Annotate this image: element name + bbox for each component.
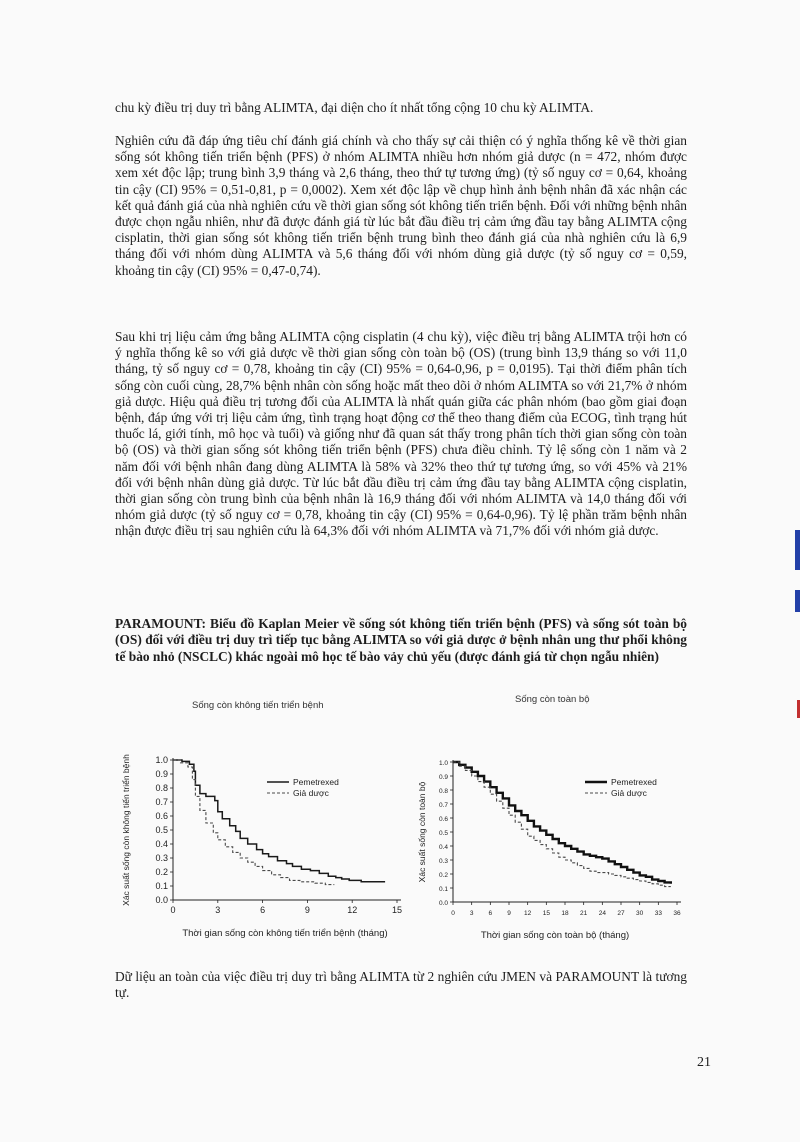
x-tick-label: 12 — [347, 905, 358, 915]
y-tick-label: 0.3 — [438, 858, 448, 865]
x-tick-label: 24 — [598, 910, 606, 917]
figure-caption-heading: PARAMOUNT: Biểu đồ Kaplan Meier về sống sót không tiến triển bệnh (PFS) và sống sót toàn bộ (OS) đối với điều trị duy trì tiếp tục bằng ALIMTA so với giả dược ở bệnh nhân ung thư phổi không tế bào nhỏ (NSCLC) khác ngoài mô học tế bào vảy chủ yếu (được đánh giá từ chọn ngẫu nhiên) — [115, 616, 687, 664]
y-tick-label: 0.4 — [438, 844, 448, 851]
y-tick-label: 0.4 — [155, 839, 168, 849]
y-tick-label: 1.0 — [438, 760, 448, 767]
y-axis-label: Xác suất sống còn không tiến triển bệnh — [121, 754, 131, 906]
y-tick-label: 0.2 — [438, 872, 448, 879]
legend-label: Giả dược — [293, 788, 329, 798]
paragraph-pfs: Nghiên cứu đã đáp ứng tiêu chí đánh giá chính và cho thấy sự cải thiện có ý nghĩa thống kê về thời gian sống sót không tiến triển bệnh (PFS) ở nhóm ALIMTA nhiều hơn nhóm giả dược (n = 472, nhóm được xem xét độc lập; trung bình 3,9 tháng và 2,6 tháng, theo thứ tự tương ứng) (tỷ số nguy cơ = 0,64, khoảng tin cậy (CI) 95% = 0,51-0,81, p = 0,0002). Xem xét độc lập về chụp hình ảnh bệnh nhân đã xác nhận các kết quả đánh giá của nhà nghiên cứu về thời gian sống sót không tiến triển bệnh. Đối với những bệnh nhân được chọn ngẫu nhiên, như đã được đánh giá từ lúc bắt đầu điều trị cảm ứng đầu tay bằng ALIMTA cộng cisplatin, thời gian sống sót không tiến triển bệnh trung bình theo đánh giá của nhà nghiên cứu là 6,9 tháng đối với nhóm dùng ALIMTA và 5,6 tháng đối với nhóm dùng giả dược (tỷ số nguy cơ = 0,59, khoảng tin cậy (CI) 95% = 0,47-0,74). — [115, 133, 687, 278]
x-axis-label: Thời gian sống còn toàn bộ (tháng) — [480, 930, 630, 941]
x-tick-label: 9 — [304, 905, 310, 915]
paragraph-safety: Dữ liệu an toàn của việc điều trị duy trì bằng ALIMTA từ 2 nghiên cứu JMEN và PARAMOUNT là tương tự. — [115, 969, 687, 1001]
legend-label: Giả dược — [611, 788, 647, 798]
x-tick-label: 9 — [507, 910, 511, 917]
x-tick-label: 12 — [524, 910, 532, 917]
y-tick-label: 0.5 — [438, 830, 448, 837]
x-tick-label: 6 — [488, 910, 493, 917]
y-tick-label: 0.8 — [155, 783, 168, 793]
y-axis-label: Xác suất sống còn toàn bộ — [417, 781, 427, 883]
x-tick-label: 3 — [215, 905, 221, 915]
x-tick-label: 30 — [636, 910, 644, 917]
x-tick-label: 33 — [654, 910, 662, 917]
y-tick-label: 0.6 — [155, 811, 168, 821]
x-tick-label: 15 — [542, 910, 550, 917]
chart-pfs — [115, 716, 415, 952]
paragraph-intro: chu kỳ điều trị duy trì bằng ALIMTA, đại diện cho ít nhất tổng cộng 10 chu kỳ ALIMTA. — [115, 100, 594, 115]
y-tick-label: 0.2 — [155, 867, 168, 877]
chart-pfs-title: Sống còn không tiến triển bệnh — [192, 700, 324, 711]
x-tick-label: 0 — [170, 905, 176, 915]
y-tick-label: 0.1 — [155, 881, 168, 891]
edge-scan-mark — [795, 590, 800, 612]
x-tick-label: 0 — [451, 910, 455, 917]
x-tick-label: 18 — [561, 910, 569, 917]
y-tick-label: 0.0 — [438, 900, 448, 907]
x-tick-label: 6 — [260, 905, 266, 915]
x-axis-label: Thời gian sống còn không tiến triển bệnh (tháng) — [182, 928, 388, 939]
x-tick-label: 3 — [469, 910, 474, 917]
edge-scan-mark — [795, 530, 800, 570]
legend-label: Pemetrexed — [611, 777, 657, 787]
y-tick-label: 0.0 — [155, 895, 168, 905]
y-tick-label: 0.7 — [155, 797, 168, 807]
y-tick-label: 0.6 — [438, 816, 448, 823]
x-tick-label: 27 — [617, 910, 625, 917]
y-tick-label: 0.1 — [438, 886, 448, 893]
y-tick-label: 0.9 — [438, 774, 448, 781]
chart-os-title: Sống còn toàn bộ — [515, 694, 590, 705]
y-tick-label: 0.7 — [438, 802, 448, 809]
legend-label: Pemetrexed — [293, 777, 339, 787]
y-tick-label: 0.5 — [155, 825, 168, 835]
x-tick-label: 21 — [580, 910, 588, 917]
y-tick-label: 1.0 — [155, 755, 168, 765]
page-number: 21 — [697, 1055, 711, 1070]
x-tick-label: 36 — [673, 910, 681, 917]
y-tick-label: 0.3 — [155, 853, 168, 863]
chart-os — [415, 716, 700, 952]
x-tick-label: 15 — [391, 905, 403, 915]
series-line — [173, 760, 385, 882]
y-tick-label: 0.8 — [438, 788, 448, 795]
paragraph-os: Sau khi trị liệu cảm ứng bằng ALIMTA cộng cisplatin (4 chu kỳ), việc điều trị bằng ALIMTA trội hơn có ý nghĩa thống kê so với giả dược về thời gian sống còn toàn bộ (OS) (trung bình 13,9 tháng so với 11,0 tháng, tỷ số nguy cơ = 0,78, khoảng tin cậy (CI) 95% = 0,64-0,96, p = 0,0195). Tại thời điểm phân tích sống còn cuối cùng, 28,7% bệnh nhân còn sống hoặc mất theo dõi ở nhóm ALIMTA so với 21,7% ở nhóm giả dược. Hiệu quả điều trị tương đối của ALIMTA là nhất quán giữa các phân nhóm (bao gồm giai đoạn bệnh, đáp ứng với trị liệu cảm ứng, tình trạng hoạt động cơ thể theo thang điểm của ECOG, tình trạng hút thuốc lá, giới tính, mô học và tuổi) và giống như đã quan sát thấy trong phân tích thời gian sống còn toàn bộ (OS) và thời gian sống sót không tiến triển bệnh (PFS) chưa điều chỉnh. Tỷ lệ sống còn 1 năm và 2 năm đối với bệnh nhân đang dùng ALIMTA là 58% và 32% theo thứ tự tương ứng, so với 45% và 21% đối với bệnh nhân dùng giả dược. Từ lúc bắt đầu điều trị cảm ứng đầu tay bằng ALIMTA cộng cisplatin, thời gian sống còn trung bình của bệnh nhân là 16,9 tháng đối với nhóm ALIMTA và 14,0 tháng đối với nhóm giả dược (tỷ số nguy cơ = 0,78, khoảng tin cậy (CI) 95% = 0,64-0,96). Tỷ lệ phần trăm bệnh nhân nhận được điều trị sau nghiên cứu là 64,3% đối với nhóm ALIMTA và 71,7% đối với nhóm giả dược. — [115, 329, 687, 539]
y-tick-label: 0.9 — [155, 769, 168, 779]
